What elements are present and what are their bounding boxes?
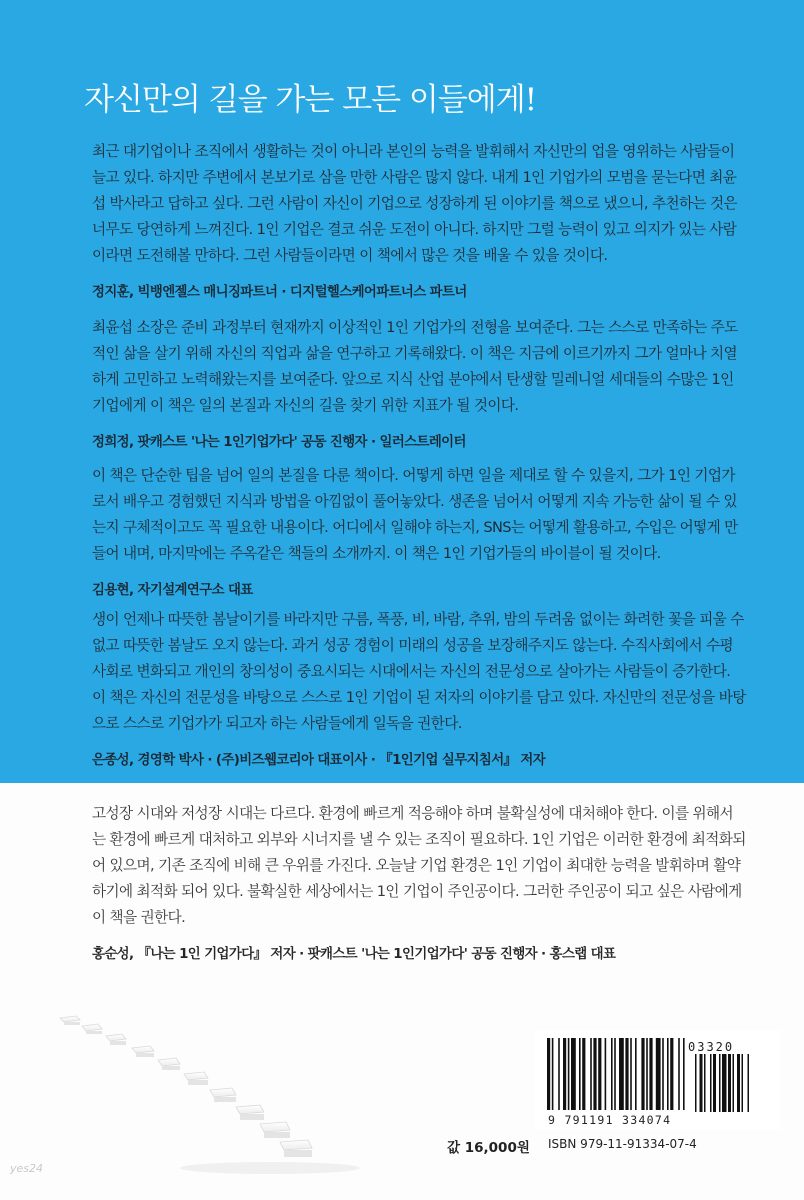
text-line: 이라면 도전해볼 만하다. 그런 사람들이라면 이 책에서 많은 것을 배울 수 있을 것이다. [92,247,608,264]
text-line: 섭 박사라고 답하고 싶다. 그런 사람이 자신이 기업으로 성장하게 된 이야기를 책으로 냈으니, 추천하는 것은 [92,195,738,212]
blurb-attribution: 정지훈, 빅뱅엔젤스 매니징파트너 · 디지털헬스케어파트너스 파트너 [92,285,467,300]
blurb-text [92,801,746,931]
text-line: 이 책은 단순한 팁을 넘어 일의 본질을 다룬 책이다. 어떻게 하면 일을 제대로 할 수 있을지, 그가 1인 기업가 [92,467,735,484]
text-line: 없고 따뜻한 봄날도 오지 않는다. 과거 성공 경험이 미래의 성공을 보장해주지도 않는다. 수직사회에서 수평 [92,637,733,654]
text-line: 너무도 당연하게 느껴진다. 1인 기업은 결코 쉬운 도전이 아니다. 하지만 그럴 능력이 있고 의지가 있는 사람 [92,221,737,238]
blurb-text [92,315,738,419]
text-line: 최근 대기업이나 조직에서 생활하는 것이 아니라 본인의 능력을 발휘해서 자신만의 업을 영위하는 사람들이 [92,143,735,160]
stairs-illustration [40,1000,380,1180]
blurb-4 [92,607,746,768]
barcode-addon-digits: 03320 [688,1040,735,1054]
text-line: 늘고 있다. 하지만 주변에서 본보기로 삼을 만한 사람은 많지 않다. 내게 1인 기업가의 모범을 묻는다면 최윤 [92,169,737,186]
text-line: 고성장 시대와 저성장 시대는 다르다. 환경에 빠르게 적응해야 하며 불확실성에 대처해야 한다. 이를 위해서 [92,805,733,822]
blurb-attribution: 정희정, 팟캐스트 '나는 1인기업가다' 공동 진행자 · 일러스트레이터 [92,435,466,450]
headline: 자신만의 길을 가는 모든 이들에게! [84,82,537,118]
blurb-3 [92,463,738,598]
text-line: 는 환경에 빠르게 대처하고 외부와 시너지를 낼 수 있는 조직이 필요하다. 1인 기업은 이러한 환경에 최적화되 [92,831,746,848]
text-line: 이 책은 자신의 전문성을 바탕으로 스스로 1인 기업이 된 저자의 이야기를 담고 있다. 자신만의 전문성을 바탕 [92,689,746,706]
text-line: 는지 구체적이고도 꼭 필요한 내용이다. 어디에서 일해야 하는지, SNS는 어떻게 활용하고, 수입은 어떻게 만 [92,519,738,536]
watermark: yes24 [10,1162,44,1175]
price-label: 값 16,000원 [447,1140,530,1156]
blurb-text [92,607,746,737]
barcode-digits: 9 791191 334074 [548,1113,672,1127]
text-line: 하게 고민하고 노력해왔는지를 보여준다. 앞으로 지식 산업 분야에서 탄생할 밀레니얼 세대들의 수많은 1인 [92,371,734,388]
blurb-1 [92,139,738,300]
text-line: 생이 언제나 따뜻한 봄날이기를 바라지만 구름, 폭풍, 비, 바람, 추위, 밤의 두려움 없이는 화려한 꽃을 피울 수 [92,611,744,628]
blurb-5 [92,801,746,962]
text-line: 적인 삶을 살기 위해 자신의 직업과 삶을 연구하고 기록해왔다. 이 책은 지금에 이르기까지 그가 얼마나 치열 [92,345,738,362]
text-line: 로서 배우고 경험했던 지식과 방법을 아낌없이 풀어놓았다. 생존을 넘어서 어떻게 지속 가능한 삶이 될 수 있 [92,493,738,510]
text-line: 어 있으며, 기존 조직에 비해 큰 우위를 가진다. 오늘날 기업 환경은 1인 기업이 최대한 능력을 발휘하며 활약 [92,857,741,874]
blurb-attribution: 김용현, 자기설계연구소 대표 [92,583,253,598]
text-line: 기업에게 이 책은 일의 본질과 자신의 길을 찾기 위한 지표가 될 것이다. [92,397,519,414]
blurb-2 [92,315,738,450]
barcode-bars [535,1030,780,1112]
text-line: 하기에 최적화 되어 있다. 불확실한 세상에서는 1인 기업이 주인공이다. 그러한 주인공이 되고 싶은 사람에게 [92,883,742,900]
blurb-text [92,463,738,567]
isbn-label: ISBN 979-11-91334-07-4 [548,1137,697,1151]
text-line: 으로 스스로 기업가가 되고자 하는 사람들에게 일독을 권한다. [92,715,462,732]
text-line: 최윤섭 소장은 준비 과정부터 현재까지 이상적인 1인 기업가의 전형을 보여준다. 그는 스스로 만족하는 주도 [92,319,738,336]
blurb-attribution: 은종성, 경영학 박사 · (주)비즈웹코리아 대표이사 · 『1인기업 실무지침서』 저자 [92,753,546,768]
blurb-attribution: 홍순성, 『나는 1인 기업가다』 저자 · 팟캐스트 '나는 1인기업가다' 공동 진행자 · 홍스랩 대표 [92,947,616,962]
blurb-text [92,139,738,269]
text-line: 이 책을 권한다. [92,909,186,926]
text-line: 들어 내며, 마지막에는 주옥같은 책들의 소개까지. 이 책은 1인 기업가들의 바이블이 될 것이다. [92,545,661,562]
text-line: 사회로 변화되고 개인의 창의성이 중요시되는 시대에서는 자신의 전문성으로 살아가는 사람들이 증가한다. [92,663,731,680]
